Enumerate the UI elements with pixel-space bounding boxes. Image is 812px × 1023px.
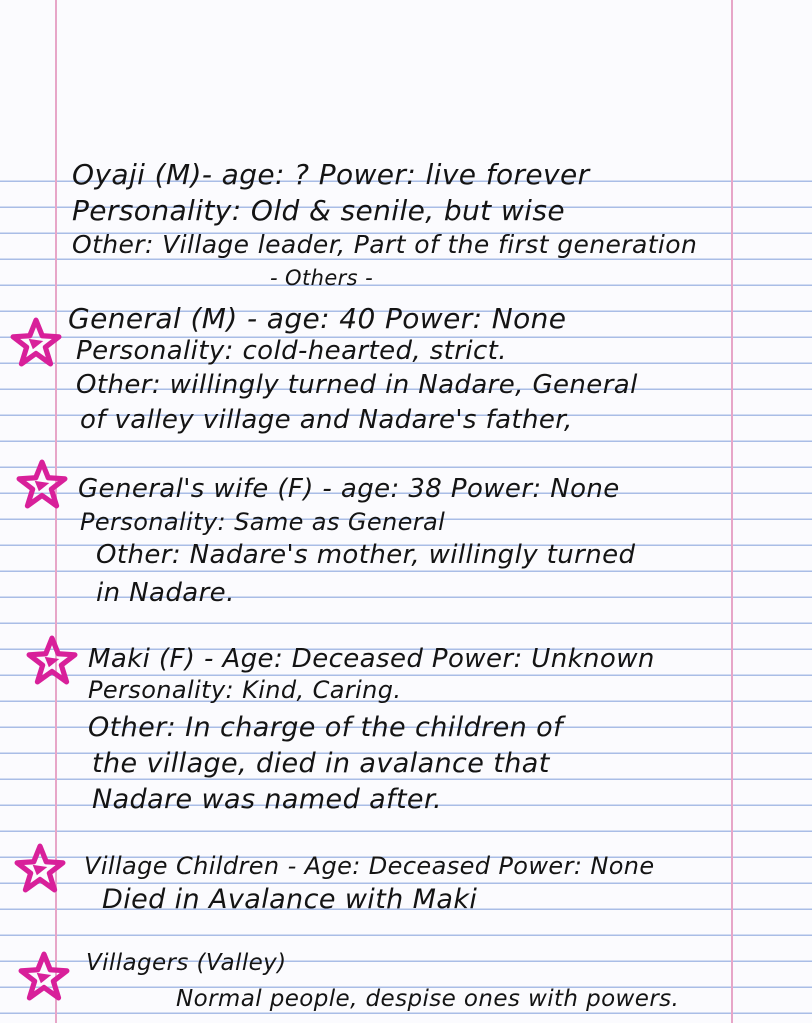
star-doodle-icon [16,458,68,510]
star-doodle-icon [26,634,78,686]
entry-line: the village, died in avalance that [92,748,550,779]
section-heading: - Others - [270,266,374,290]
entry-line: Died in Avalance with Maki [102,884,478,915]
entry-line: in Nadare. [96,578,235,608]
entry-line: Other: willingly turned in Nadare, General [76,370,638,400]
entry-line: General's wife (F) - age: 38 Power: None [78,474,620,504]
entry-line: Villagers (Valley) [86,950,287,976]
entry-line: Maki (F) - Age: Deceased Power: Unknown [88,644,655,674]
star-doodle-icon [10,316,62,368]
page-top-margin [0,0,812,156]
entry-line: Other: Village leader, Part of the first generation [72,230,698,259]
entry-line: Other: Nadare's mother, willingly turned [96,540,636,570]
right-margin-line [731,0,733,1023]
entry-line: Personality: Kind, Caring. [88,676,402,704]
entry-line: Village Children - Age: Deceased Power: None [84,852,655,880]
entry-line: Other: In charge of the children of [88,712,563,743]
entry-line: Personality: cold-hearted, strict. [76,336,507,366]
entry-line: Nadare was named after. [92,784,442,815]
entry-line: Oyaji (M)- age: ? Power: live forever [72,158,590,191]
entry-line: General (M) - age: 40 Power: None [68,302,567,335]
entry-line: of valley village and Nadare's father, [80,405,573,435]
entry-line: Normal people, despise ones with powers. [176,986,680,1012]
entry-line: Personality: Same as General [80,508,446,536]
entry-line: Personality: Old & senile, but wise [72,194,565,227]
star-doodle-icon [14,842,66,894]
star-doodle-icon [18,950,70,1002]
